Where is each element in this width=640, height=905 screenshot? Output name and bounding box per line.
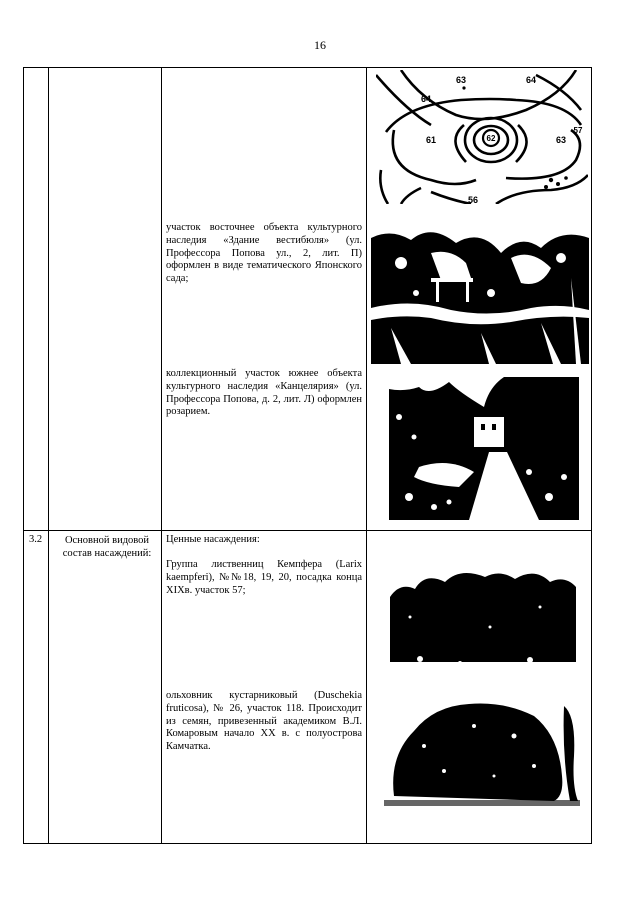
page-number: 16 [314,38,326,52]
japanese-garden-photo [371,218,589,364]
rosarium-photo [389,377,579,520]
map-label: 62 [486,134,496,143]
column-divider [161,531,162,843]
column-divider [48,531,49,843]
map-label: 63 [555,135,567,145]
map-label: 63 [455,75,467,85]
map-label: 61 [425,135,437,145]
alder-shrub-photo [384,696,580,806]
column-divider [366,68,367,530]
map-label: 64 [420,94,432,104]
map-label: 56 [467,195,479,204]
section-title: Основной видовой состав насаждений: [62,535,152,559]
map-label: 64 [525,75,537,85]
valuable-plantings-heading: Ценные насаждения: [166,534,260,545]
map-label: 57 [573,126,583,135]
table-row-continuation [23,67,592,531]
rosarium-photo-image [389,377,579,520]
column-divider [48,68,49,530]
larch-trees-photo-image [390,567,576,677]
japanese-garden-text: участок восточнее объекта культурного наследия «Здание вестибюля» (ул. Профессора Попова ул., 2, лит. П) оформлен в виде тематического Японского сада; [166,222,362,285]
column-divider [161,68,162,530]
japanese-garden-photo-image [371,218,589,364]
column-divider [366,531,367,843]
larch-group-text: Группа лиственниц Кемпфера (Larix kaempferi), №№18, 19, 20, посадка конца XIXв. участок 57; [166,559,362,596]
table-row-3-2 [23,530,592,844]
alder-shrub-photo-image [384,696,580,806]
larch-trees-photo [390,567,576,677]
alder-shrub-text: ольховник кустарниковый (Duschekia fruticosa), № 26, участок 118. Происходит из семян, привезенный академиком В.Л. Комаровым начало XX в. с полуострова Камчатка. [166,690,362,753]
rosarium-text: коллекционный участок южнее объекта культурного наследия «Канцелярия» (ул. Профессора Попова, д. 2, лит. Л) оформлен розарием. [166,368,362,418]
park-plan-map [376,70,588,204]
section-number: 3.2 [29,534,43,545]
park-plan-map-drawing [376,70,588,204]
